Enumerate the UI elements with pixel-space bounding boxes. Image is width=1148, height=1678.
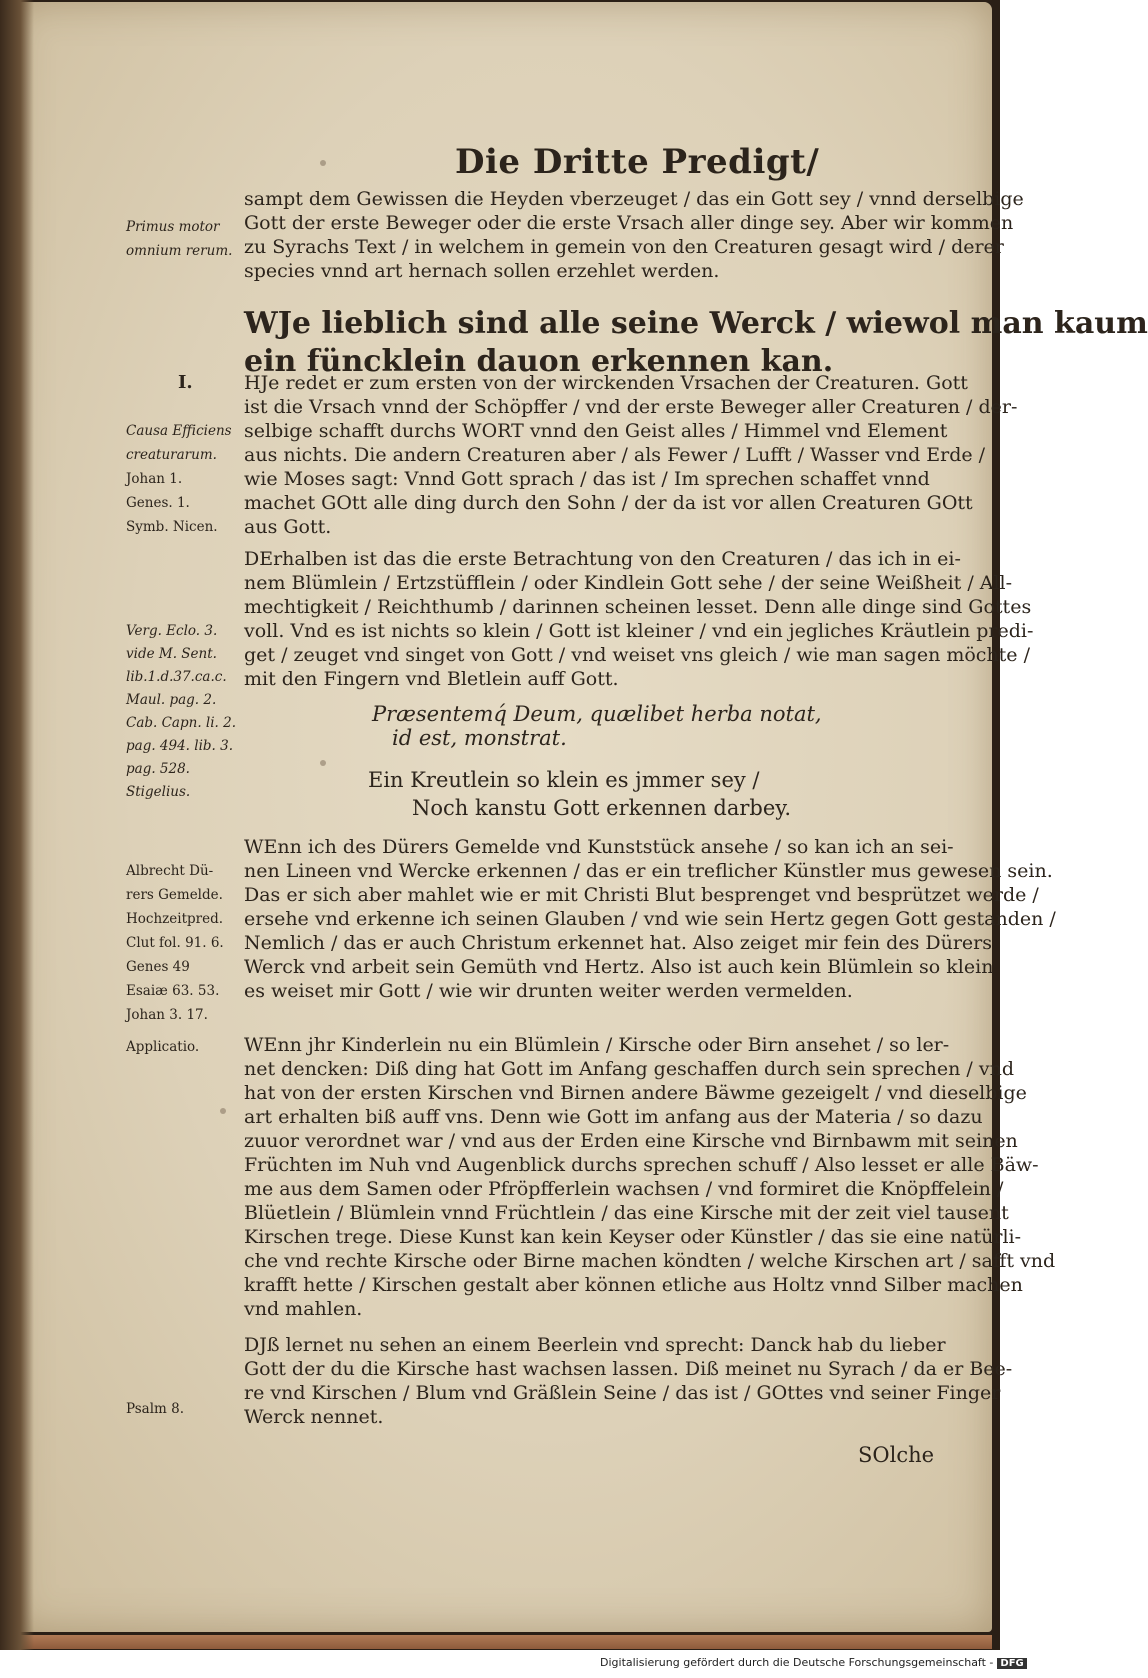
text-line: vnd mahlen. [244,1298,363,1320]
text-line: DErhalben ist das die erste Betrachtung von den Creaturen / das ich in ei- [244,548,961,570]
text-line: voll. Vnd es ist nichts so klein / Gott ist kleiner / vnd ein jegliches Kräutlein predi- [244,620,1034,642]
margin-note: Applicatio. [126,1039,200,1055]
margin-note: Hochzeitpred. [126,911,224,927]
text-line: sampt dem Gewissen die Heyden vberzeuget / das ein Gott sey / vnnd derselbige [244,188,1024,210]
verse-heading: WJe lieblich sind alle seine Werck / wiewol man kaum [244,306,1148,341]
text-line: che vnd rechte Kirsche oder Birne machen köndten / welche Kirschen art / safft vnd [244,1250,1056,1272]
margin-note: Cab. Capn. li. 2. [126,715,236,731]
margin-note: Johan 1. [126,471,183,487]
margin-note: Psalm 8. [126,1401,184,1417]
margin-note: rers Gemelde. [126,887,223,903]
text-line: zu Syrachs Text / in welchem in gemein von den Creaturen gesagt wird / derer [244,236,1004,258]
page-edge [8,1635,992,1649]
text-line: wie Moses sagt: Vnnd Gott sprach / das ist / Im sprechen schaffet vnnd [244,468,930,490]
margin-note: Causa Efficiens [126,423,232,439]
text-line: aus Gott. [244,516,332,538]
verse-heading: ein füncklein dauon erkennen kan. [244,344,834,379]
margin-note: pag. 494. lib. 3. [126,738,234,754]
text-line: Gott der du die Kirsche hast wachsen lassen. Diß meinet nu Syrach / da er Bee- [244,1358,1013,1380]
german-quote: Noch kanstu Gott erkennen darbey. [412,796,792,820]
text-line: net dencken: Diß ding hat Gott im Anfang geschaffen durch sein sprechen / vnd [244,1058,1014,1080]
margin-note: Genes. 1. [126,495,190,511]
text-line: Früchten im Nuh vnd Augenblick durchs sprechen schuff / Also lesset er alle Bäw- [244,1154,1039,1176]
text-line: es weiset mir Gott / wie wir drunten weiter werden vermelden. [244,980,853,1002]
margin-note: Symb. Nicen. [126,519,218,535]
margin-note: creaturarum. [126,447,217,463]
text-line: ersehe vnd erkenne ich seinen Glauben / vnd wie sein Hertz gegen Gott gestanden / [244,908,1056,930]
book-gutter [0,0,34,1650]
margin-note: Clut fol. 91. 6. [126,935,224,951]
margin-note: lib.1.d.37.ca.c. [126,669,227,685]
text-line: DJß lernet nu sehen an einem Beerlein vnd sprecht: Danck hab du lieber [244,1334,946,1356]
text-line: Kirschen trege. Diese Kunst kan kein Keyser oder Künstler / das sie eine natürli- [244,1226,1022,1248]
text-line: zuuor verordnet war / vnd aus der Erden eine Kirsche vnd Birnbawm mit seinen [244,1130,1018,1152]
text-line: nen Lineen vnd Wercke erkennen / das er ein treflicher Künstler mus gewesen sein. [244,860,1053,882]
paper-speck [320,160,326,166]
text-line: re vnd Kirschen / Blum vnd Gräßlein Seine / das ist / GOttes vnd seiner Finger [244,1382,1001,1404]
text-line: species vnnd art hernach sollen erzehlet werden. [244,260,720,282]
text-line: krafft hette / Kirschen gestalt aber können etliche aus Holtz vnnd Silber machen [244,1274,1023,1296]
text-line: machet GOtt alle ding durch den Sohn / der da ist vor allen Creaturen GOtt [244,492,973,514]
margin-note: vide M. Sent. [126,646,217,662]
text-line: Gott der erste Beweger oder die erste Vrsach aller dinge sey. Aber wir kommen [244,212,1014,234]
text-line: HJe redet er zum ersten von der wirckenden Vrsachen der Creaturen. Gott [244,372,968,394]
text-line: hat von der ersten Kirschen vnd Birnen andere Bäwme gezeigelt / vnd dieselbige [244,1082,1027,1104]
text-line: WEnn ich des Dürers Gemelde vnd Kunststück ansehe / so kan ich an sei- [244,836,954,858]
margin-note: Stigelius. [126,784,191,800]
text-line: Werck nennet. [244,1406,384,1428]
text-line: Nemlich / das er auch Christum erkennet hat. Also zeiget mir fein des Dürers [244,932,993,954]
text-line: aus nichts. Die andern Creaturen aber / als Fewer / Lufft / Wasser vnd Erde / [244,444,986,466]
paper-speck [220,1108,226,1114]
digitization-credit-text: Digitalisierung gefördert durch die Deutsche Forschungsgemeinschaft - [600,1656,994,1669]
margin-note: Primus motor [126,219,220,235]
dfg-logo: DFG [997,1658,1026,1669]
text-line: Werck vnd arbeit sein Gemüth vnd Hertz. Also ist auch kein Blümlein so klein [244,956,994,978]
running-head: Die Dritte Predigt/ [455,142,820,182]
margin-note: Esaiæ 63. 53. [126,983,220,999]
margin-note: omnium rerum. [126,243,233,259]
margin-note: Maul. pag. 2. [126,692,217,708]
text-line: ist die Vrsach vnnd der Schöpffer / vnd der erste Beweger aller Creaturen / der- [244,396,1018,418]
text-line: Das er sich aber mahlet wie er mit Christi Blut besprenget vnd besprützet werde / [244,884,1039,906]
margin-note: Albrecht Dü- [126,863,214,879]
text-line: mit den Fingern vnd Bletlein auff Gott. [244,668,619,690]
margin-note: Verg. Eclo. 3. [126,623,218,639]
text-line: get / zeuget vnd singet von Gott / vnd weiset vns gleich / wie man sagen möchte / [244,644,1030,666]
text-line: mechtigkeit / Reichthumb / darinnen scheinen lesset. Denn alle dinge sind Gottes [244,596,1032,618]
text-line: WEnn jhr Kinderlein nu ein Blümlein / Kirsche oder Birn ansehet / so ler- [244,1034,950,1056]
latin-quote: id est, monstrat. [392,726,567,750]
text-line: nem Blümlein / Ertzstüfflein / oder Kindlein Gott sehe / der seine Weißheit / All- [244,572,1013,594]
german-quote: Ein Kreutlein so klein es jmmer sey / [368,768,760,792]
margin-note: Genes 49 [126,959,190,975]
text-line: Blüetlein / Blümlein vnnd Früchtlein / das eine Kirsche mit der zeit viel tausent [244,1202,1009,1224]
paper-speck [320,760,326,766]
section-number: I. [178,372,193,393]
margin-note: pag. 528. [126,761,190,777]
margin-note: Johan 3. 17. [126,1007,208,1023]
text-line: me aus dem Samen oder Pfröpfferlein wachsen / vnd formiret die Knöpffelein / [244,1178,1004,1200]
digitization-credit [600,1656,1024,1669]
catchword: SOlche [858,1443,935,1467]
text-line: selbige schafft durchs WORT vnnd den Geist alles / Himmel vnd Element [244,420,948,442]
text-line: art erhalten biß auff vns. Denn wie Gott im anfang aus der Materia / so dazu [244,1106,983,1128]
latin-quote: Præsentemq́ Deum, quælibet herba notat, [372,702,822,726]
